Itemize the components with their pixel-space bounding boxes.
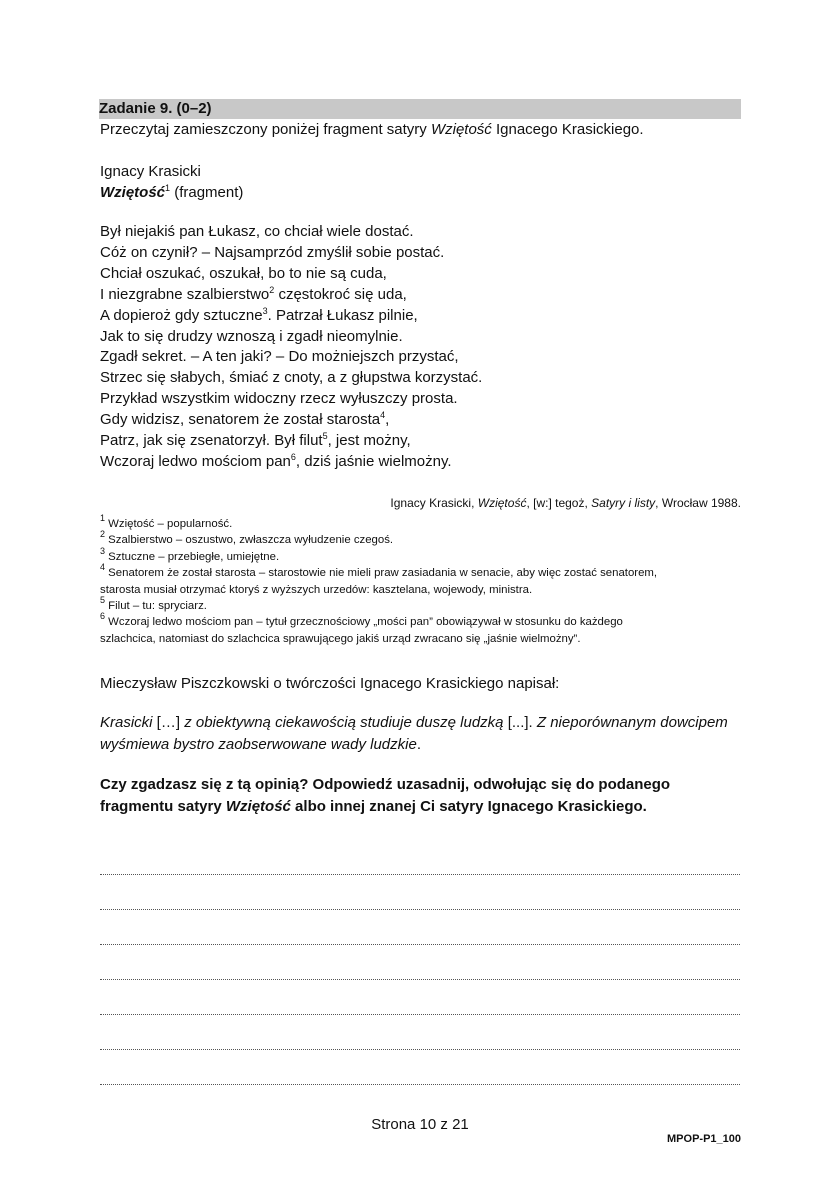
quote-text: z obiektywną ciekawością studiuje duszę ludzką (184, 714, 504, 731)
work-title-line (100, 182, 243, 203)
footnote-mark: 4 (380, 410, 386, 421)
author-block (100, 161, 243, 203)
quote-ellipsis: […] (152, 714, 185, 731)
poem-line: Przykład wszystkim widoczny rzecz wyłuszczy prosta. (100, 390, 458, 408)
answer-line[interactable] (100, 945, 740, 980)
footnote-mark: 2 (269, 284, 275, 295)
poem-text: , (385, 411, 390, 429)
footnote-continuation: starosta musiał otrzymać ktoryś z wyższych urzedów: kasztelana, wojewody, ministra. (100, 583, 533, 596)
poem-text: Gdy widzisz, senatorem że został starosta (100, 411, 381, 429)
footnote-text: Filut – tu: spryciarz. (105, 600, 207, 613)
poem-line: Chciał oszukać, oszukał, bo to nie są cuda, (100, 264, 387, 282)
poem-text: Patrz, jak się zsenatorzył. Był filut (100, 432, 323, 450)
footnote-number: 5 (100, 595, 106, 606)
answer-area[interactable] (100, 840, 740, 1085)
poem-line: Strzec się słabych, śmiać z cnoty, a z głupstwa korzystać. (100, 369, 483, 387)
footnote-text: Sztuczne – przebiegłe, umiejętne. (105, 550, 280, 563)
poem-text: , jest możny, (327, 432, 411, 450)
footnote-text: Szalbierstwo – oszustwo, zwłaszcza wyłudzenie czegoś. (105, 534, 394, 547)
footnote-text: Senatorem że został starosta – starostowie nie mieli praw zasiadania w senacie, aby więc zostać senatorem, (105, 567, 658, 580)
source-text: , Wrocław 1988. (655, 496, 741, 510)
footnote-number: 3 (100, 545, 106, 556)
footnote (100, 529, 745, 548)
source-text: Ignacy Krasicki, (390, 496, 478, 510)
quote-text: Krasicki (100, 714, 153, 731)
poem-line (100, 306, 482, 327)
source-text: , [w:] tegoż, (526, 496, 592, 510)
source-book: Satyry i listy (591, 496, 656, 510)
poem-line (100, 410, 482, 431)
footnote-mark: 1 (165, 183, 171, 193)
source-citation (390, 495, 741, 511)
poem-text: , dziś jaśnie wielmożny. (295, 452, 452, 470)
answer-line[interactable] (100, 1050, 740, 1085)
quote-text: Z nieporównanym dowcipem wyśmiewa bystro zaobserwowane wady ludzkie (100, 714, 728, 753)
author-name: Ignacy Krasicki (100, 163, 201, 180)
poem-text: . Patrzał Łukasz pilnie, (267, 306, 418, 324)
intro-text: Przeczytaj zamieszczony poniżej fragment satyry (100, 121, 431, 138)
footnote-mark: 3 (262, 305, 268, 316)
poem-text: Wczoraj ledwo mościom pan (100, 452, 291, 470)
footnote-continuation: szlachcica, natomiast do szlachcica sprawującego jakiś urząd zwracano się „jaśnie wielmożny”. (100, 632, 581, 645)
source-title: Wziętość (477, 496, 527, 510)
footnote-number: 6 (100, 611, 106, 622)
document-code: MPOP-P1_100 (667, 1133, 741, 1145)
question (100, 774, 745, 818)
poem-text: I niezgrabne szalbierstwo (100, 285, 270, 303)
work-subtitle: (fragment) (170, 184, 244, 201)
answer-line[interactable] (100, 840, 740, 875)
quote-intro: Mieczysław Piszczkowski o twórczości Ignacego Krasickiego napisał: (100, 675, 560, 692)
footnote-number: 4 (100, 562, 106, 573)
work-title: Wziętość (100, 184, 166, 201)
critic-quote (100, 712, 745, 756)
intro-text-end: Ignacego Krasickiego. (491, 121, 644, 138)
question-text: albo innej znanej Ci satyry Ignacego Krasickiego. (290, 798, 647, 815)
footnote-text: Wziętość – popularność. (105, 518, 233, 530)
question-text: Czy zgadzasz się z tą opinią? Odpowiedź uzasadnij, odwołując się do podanego fragmentu satyry (100, 776, 671, 815)
poem-line: Cóż on czynił? – Najsamprzód zmyślił sobie postać. (100, 243, 445, 261)
poem-line (100, 452, 482, 473)
page-number: Strona 10 z 21 (371, 1116, 469, 1133)
footnote-number: 1 (100, 513, 106, 523)
answer-line[interactable] (100, 980, 740, 1015)
poem-line: Był niejakiś pan Łukasz, co chciał wiele dostać. (100, 223, 414, 240)
footnote (100, 545, 745, 565)
answer-line[interactable] (100, 910, 740, 945)
question-title: Wziętość (225, 798, 291, 815)
poem-text: częstokroć się uda, (274, 285, 407, 303)
footnote (100, 513, 745, 532)
footnote-number: 2 (100, 529, 106, 540)
poem-line (100, 285, 482, 306)
footnote-mark: 6 (290, 451, 296, 462)
task-intro (100, 120, 750, 140)
poem (100, 222, 482, 473)
footnote-text: Wczoraj ledwo mościom pan – tytuł grzecznościowy „mości pan” obowiązywał w stosunku do każdego (105, 616, 623, 629)
task-header: Zadanie 9. (0–2) (99, 99, 741, 119)
quote-period: . (416, 736, 421, 753)
quote-ellipsis: [...]. (503, 714, 537, 731)
poem-line: Jak to się drudzy wznoszą i zgadł nieomylnie. (100, 327, 403, 345)
poem-text: A dopieroż gdy sztuczne (100, 306, 263, 324)
footnote (100, 595, 745, 614)
footnote (100, 611, 745, 630)
footnote (100, 562, 745, 581)
answer-line[interactable] (100, 875, 740, 910)
footnotes (100, 513, 745, 647)
footnote-mark: 5 (322, 431, 328, 442)
answer-line[interactable] (100, 1015, 740, 1050)
intro-title: Wziętość (430, 121, 492, 138)
poem-line: Zgadł sekret. – A ten jaki? – Do możniejszch przystać, (100, 348, 459, 366)
poem-line (100, 431, 482, 452)
